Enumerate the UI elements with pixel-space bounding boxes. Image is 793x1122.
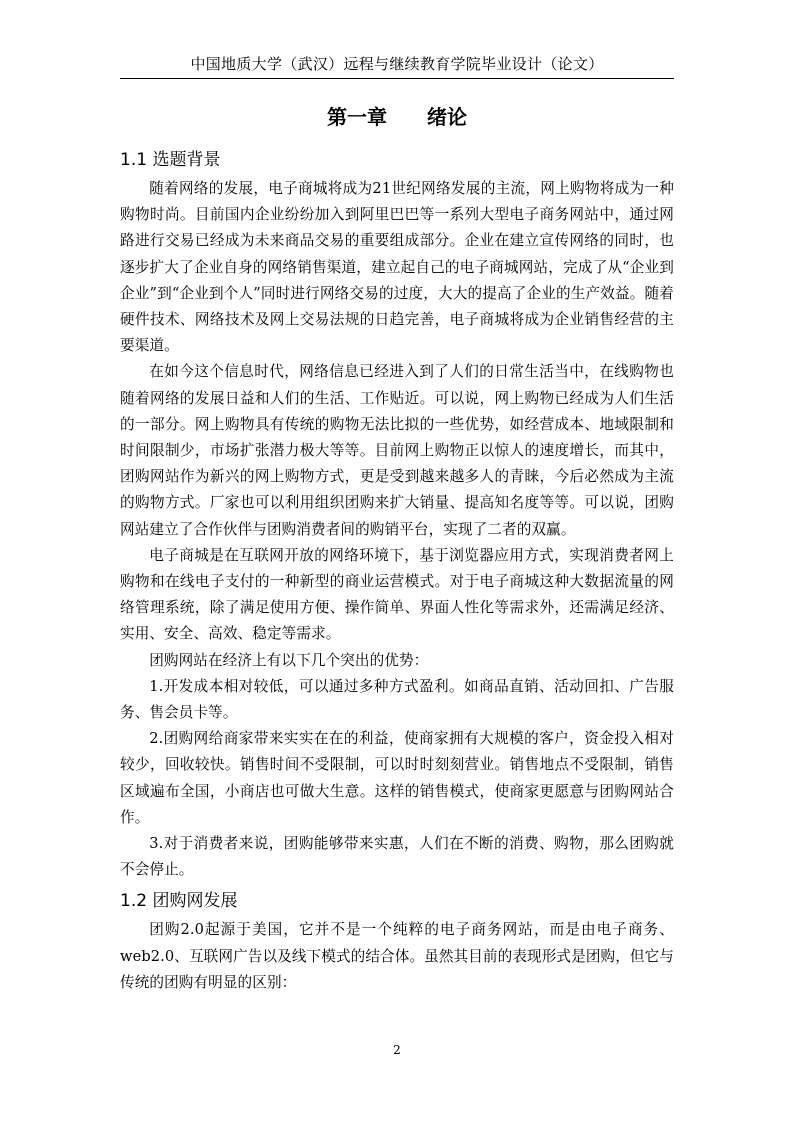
paragraph: 团购2.0起源于美国，它并不是一个纯粹的电子商务网站，而是由电子商务、web2.0、互联网广告以及线下模式的结合体。虽然其目前的表现形式是团购，但它与传统的团购有明显的区别：: [120, 921, 674, 991]
section-heading-1-2: 1.2 团购网发展: [120, 891, 238, 912]
list-item: 1.开发成本相对较低，可以通过多种方式盈利。如商品直销、活动回扣、广告服务、售会员卡等。: [120, 677, 674, 722]
header-rule: [120, 78, 674, 79]
list-item: 3.对于消费者来说，团购能够带来实惠，人们在不断的消费、购物，那么团购就不会停止。: [120, 835, 674, 879]
page-number: 2: [393, 1043, 401, 1057]
section-heading-1-1: 1.1 选题背景: [120, 150, 221, 170]
body-text: [120, 146, 674, 996]
running-header: 中国地质大学（武汉）远程与继续教育学院毕业设计（论文）: [190, 55, 604, 73]
paragraph: 电子商城是在互联网开放的网络环境下，基于浏览器应用方式，实现消费者网上购物和在线电子支付的一种新型的商业运营模式。对于电子商城这种大数据流量的网络管理系统，除了满足使用方便、操作简单、界面人性化等需求外，还需满足经济、实用、安全、高效、稳定等需求。: [120, 546, 674, 643]
paragraph: 团购网站在经济上有以下几个突出的优势：: [149, 651, 429, 669]
paragraph: 随着网络的发展，电子商城将成为21世纪网络发展的主流，网上购物将成为一种购物时尚。目前国内企业纷纷加入到阿里巴巴等一系列大型电子商务网站中，通过网路进行交易已经成为未来商品交易的重要组成部分。企业在建立宣传网络的同时，也逐步扩大了企业自身的网络销售渠道，建立起自己的电子商城网站，完成了从“企业到企业”到“企业到个人”同时进行网络交易的过度，大大的提高了企业的生产效益。随着硬件技术、网络技术及网上交易法规的日趋完善，电子商城将成为企业销售经营的主要渠道。: [120, 180, 674, 355]
list-item: 2.团购网给商家带来实实在在的利益，使商家拥有大规模的客户，资金投入相对较少，回收较快。销售时间不受限制，可以时时刻刻营业。销售地点不受限制，销售区域遍布全国，小商店也可做大生意。这样的销售模式，使商家更愿意与团购网站合作。: [120, 730, 674, 826]
paragraph: 在如今这个信息时代，网络信息已经进入到了人们的日常生活当中，在线购物也随着网络的发展日益和人们的生活、工作贴近。可以说，网上购物已经成为人们生活的一部分。网上购物具有传统的购物无法比拟的一些优势，如经营成本、地域限制和时间限制少，市场扩张潜力极大等等。目前网上购物正以惊人的速度增长，而其中，团购网站作为新兴的网上购物方式，更是受到越来越多人的青睐，今后必然成为主流的购物方式。厂家也可以利用组织团购来扩大销量、提高知名度等等。可以说，团购网站建立了合作伙伴与团购消费者间的购销平台，实现了二者的双赢。: [120, 363, 674, 538]
chapter-title: 第一章 绪论: [327, 105, 467, 129]
